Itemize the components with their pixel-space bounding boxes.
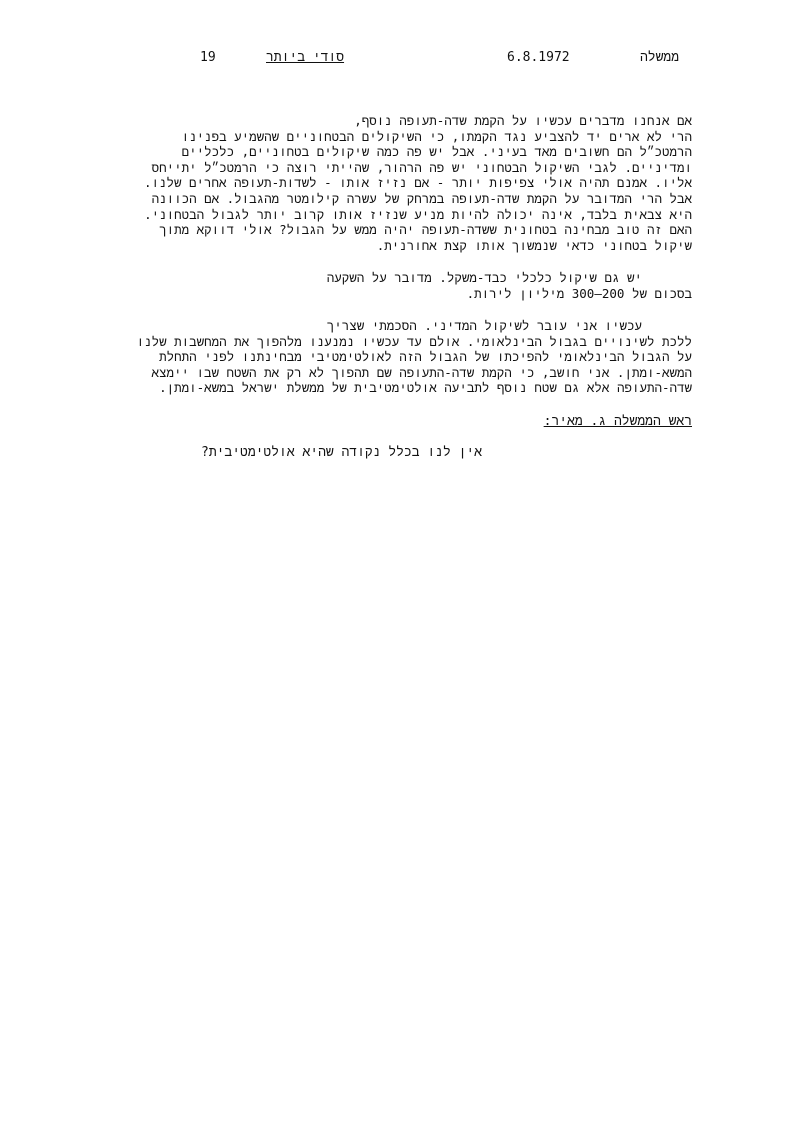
text-line: המשא-ומתן. אני חושב, כי הקמת שדה-התעופה שם תהפוך לא רק את השטח שבו יימצא — [151, 364, 692, 380]
paragraph-economic — [112, 270, 692, 301]
page-number: 19 — [200, 50, 216, 65]
document-org: ממשלה — [640, 50, 680, 65]
text-line: אם אנחנו מדברים עכשיו על הקמת שדה-תעופה נוסף, — [354, 113, 692, 128]
text-line: שדה-התעופה אלא גם שטח נוסף לתביעה אולטימטיבית של ממשלת ישראל במשא-ומתן. — [159, 380, 692, 396]
text-line: על הגבול הבינלאומי להפיכתו של הגבול הזה לאולטימטיבי מבחינתנו לפני התחלת — [159, 349, 692, 365]
text-line: שיקול בטחוני כדאי שנמשוך אותו קצת אחורנית. — [376, 237, 692, 253]
classification-label: סודי ביותר — [266, 50, 345, 65]
speaker-label: ראש הממשלה ג. מאיר: — [543, 414, 692, 429]
text-line: אבל הרי המדובר על הקמת שדה-תעופה במרחק של עשרה קילומטר מהגבול. אם הכוונה — [151, 190, 692, 206]
text-line: ומדיניים. לגבי השיקול הבטחוני יש פה הרהור, שהייתי רוצה כי הרמטכ״ל יתייחס — [151, 159, 692, 175]
text-line: היא צבאית בלבד, אינה יכולה להיות מניע שנזיז אותו קרוב יותר לגבול הבטחוני. — [144, 206, 692, 222]
document-date: 6.8.1972 — [507, 50, 570, 65]
text-line: האם זה טוב מבחינה בטחונית ששדה-תעופה יהיה ממש על הגבול? אולי דווקא מתוך — [159, 222, 692, 238]
text-line: עכשיו אני עובר לשיקול המדיני. הסכמתי שצריך — [326, 318, 642, 333]
paragraph-political — [112, 318, 692, 396]
speaker-reply: אין לנו בכלל נקודה שהיא אולטימטיבית? — [201, 445, 482, 460]
text-line: אליו. אמנם תהיה אולי צפיפות יותר - אם נזיז אותו - לשדות-תעופה אחרים שלנו. — [143, 175, 692, 191]
text-line: הרי לא ארים יד להצביע נגד הקמתו, כי השיקולים הבטחוניים שהשמיע בפנינו — [181, 128, 692, 144]
paragraph-security — [112, 113, 692, 253]
text-line: ללכת לשינויים בגבול הבינלאומי. אולם עד עכשיו נמנענו מלהפוך את המחשבות שלנו — [136, 333, 692, 349]
text-line: בסכום של 200–300 מיליון לירות. — [466, 285, 692, 301]
text-line: הרמטכ״ל הם חשובים מאד בעיני. אבל יש פה כמה שיקולים בטחוניים, כלכליים — [181, 144, 692, 160]
text-line: יש גם שיקול כלכלי כבד-משקל. מדובר על השקעה — [326, 270, 642, 285]
